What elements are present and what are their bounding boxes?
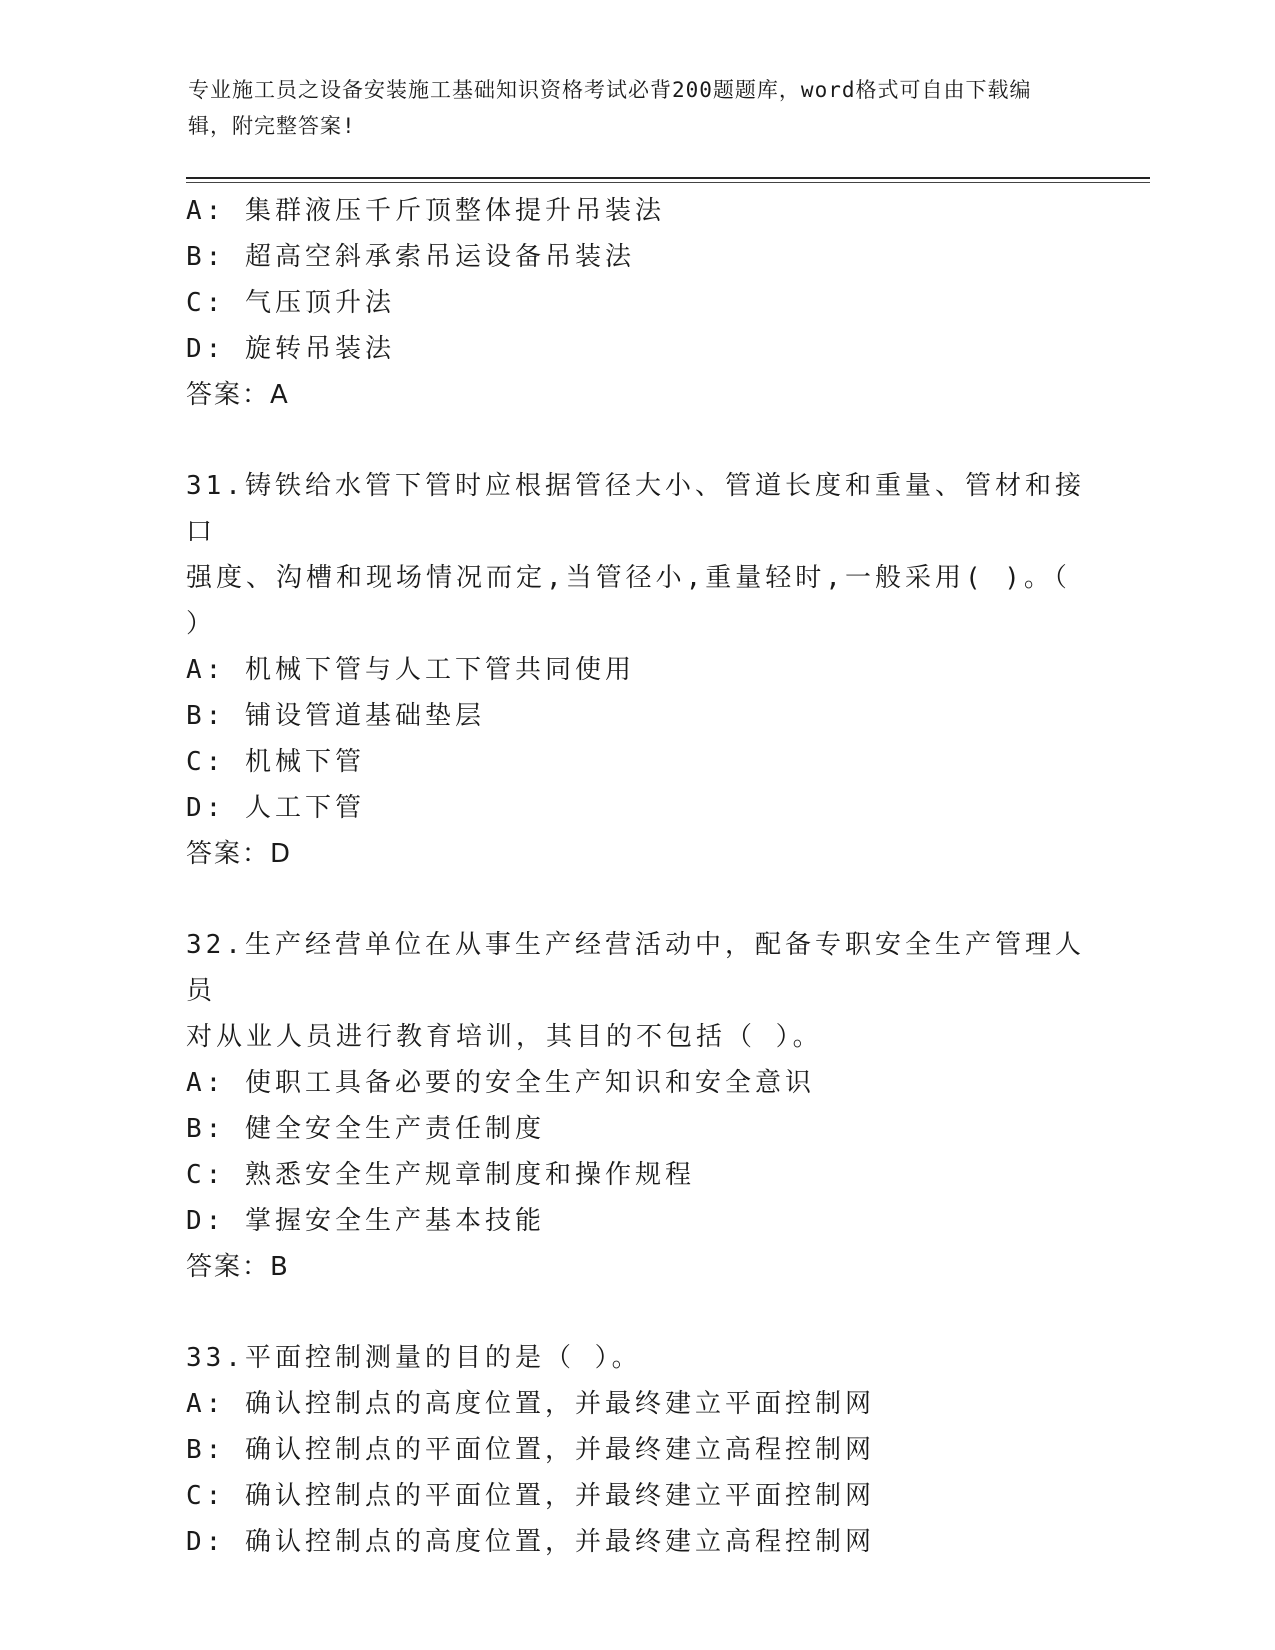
question-stem-line: 强度、沟槽和现场情况而定,当管径小,重量轻时,一般采用( )。（	[186, 563, 1071, 593]
question-stem-line: 33.平面控制测量的目的是（ ）。	[186, 1343, 642, 1373]
option-d: D: 旋转吊装法	[186, 334, 395, 364]
header-divider	[186, 177, 1150, 179]
option-b: B: 铺设管道基础垫层	[186, 701, 485, 731]
option-c: C: 熟悉安全生产规章制度和操作规程	[186, 1160, 695, 1190]
option-d: D: 人工下管	[186, 793, 365, 823]
option-d: D: 掌握安全生产基本技能	[186, 1206, 545, 1236]
question-list	[186, 188, 1106, 1565]
question-stem-line: 31.铸铁给水管下管时应根据管径大小、管道长度和重量、管材和接口	[186, 471, 1085, 547]
question-block-33	[186, 1335, 1106, 1565]
question-block-31	[186, 463, 1106, 877]
document-header: 专业施工员之设备安装施工基础知识资格考试必背200题题库，word格式可自由下载编辑，附完整答案!	[188, 78, 1032, 138]
option-b: B: 健全安全生产责任制度	[186, 1114, 545, 1144]
answer-label: 答案：B	[186, 1252, 290, 1282]
option-d: D: 确认控制点的高度位置，并最终建立高程控制网	[186, 1527, 875, 1557]
question-block-30	[186, 188, 1106, 418]
option-c: C: 确认控制点的平面位置，并最终建立平面控制网	[186, 1481, 875, 1511]
option-a: A: 机械下管与人工下管共同使用	[186, 655, 635, 685]
question-stem-line: 对从业人员进行教育培训，其目的不包括（ ）。	[186, 1022, 823, 1052]
option-c: C: 气压顶升法	[186, 288, 395, 318]
option-b: B: 超高空斜承索吊运设备吊装法	[186, 242, 635, 272]
option-a: A: 使职工具备必要的安全生产知识和安全意识	[186, 1068, 815, 1098]
answer-label: 答案：A	[186, 380, 290, 410]
option-b: B: 确认控制点的平面位置，并最终建立高程控制网	[186, 1435, 875, 1465]
answer-label: 答案：D	[186, 839, 293, 869]
option-c: C: 机械下管	[186, 747, 365, 777]
header-divider-thin	[186, 182, 1150, 183]
option-a: A: 集群液压千斤顶整体提升吊装法	[186, 196, 665, 226]
question-stem-line: 32.生产经营单位在从事生产经营活动中，配备专职安全生产管理人员	[186, 930, 1085, 1006]
question-block-32	[186, 922, 1106, 1290]
option-a: A: 确认控制点的高度位置，并最终建立平面控制网	[186, 1389, 875, 1419]
question-stem-line: ）	[186, 609, 217, 639]
